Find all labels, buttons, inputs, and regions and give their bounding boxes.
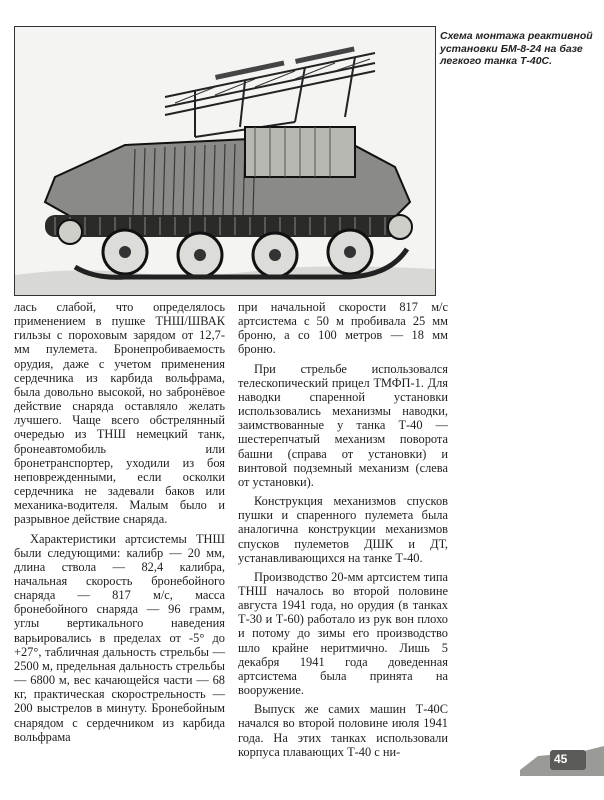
page-number: 45 <box>554 752 568 766</box>
paragraph: При стрельбе использовался телескопический прицел ТМФП-1. Для наводки спаренной установки использовались механизмы наводки, заимствованные у танка Т-40 — шестерепчатый механизм поворота башни (справа от установки) и винтовой подземный механизм (слева от установки). <box>238 361 448 489</box>
paragraph: при начальной скорости 817 м/с артсистема с 50 м пробивала 25 мм броню, а со 100 метров — 18 мм броню. <box>238 300 448 357</box>
bm-8-24-tank-drawing <box>15 27 435 295</box>
vehicle-illustration <box>14 26 436 296</box>
paragraph: Конструкция механизмов спусков пушки и спаренного пулемета была аналогична конструкции механизмов спусков пулеметов ДШК и ДТ, устанавливающихся на танке Т-40. <box>238 494 448 565</box>
paragraph: Характеристики артсистемы ТНШ были следующими: калибр — 20 мм, длина ствола — 82,4 калибра, начальная скорость бронебойного снаряда — 817 м/с, масса бронебойного снаряда — 96 грамм, углы вертикального наведения варьировались в пределах от -5° до +27°, табличная дальность стрельбы — 2500 м, предельная дальность стрельбы — 6800 м, вес качающейся части — 68 кг, практическая скорострельность — 200 выстрелов в минуту. Бронебойным снарядом с сердечником из карбида вольфрама <box>14 531 225 744</box>
paragraph: Производство 20-мм артсистем типа ТНШ началось во второй половине августа 1941 года, но орудия (в танках Т-30 и Т-60) работало из рук вон плохо и потому до зимы его производство шло крайне неритмично. Лишь 5 декабря 1941 года доведенная артсистема была принята на вооружение. <box>238 569 448 698</box>
right-text-column <box>238 300 448 764</box>
figure-caption: Схема монтажа реактивной установки БМ-8-24 на базе легкого танка Т-40С. <box>440 30 593 67</box>
paragraph: лась слабой, что определялось применением в пушке ТНШ/ШВАК гильзы с пороховым зарядом от 12,7-мм пулемета. Бронепробиваемость орудия, даже с учетом применения сердечника из карбида вольфрама, была довольно высокой, но забронёвое действие снаряда оставляло желать лучшего. Чаще всего обстрелянный очередью из ТНШ немецкий танк, бронеавтомобиль или бронетранспортер, уходили из боя неповрежденными, если осколки сердечника не задевали баков или механика-водителя. Малым было и разрывное действие снаряда. <box>14 300 225 527</box>
paragraph: Выпуск же самих машин Т-40С начался во второй половине июля 1941 года. На этих танках использовали корпуса плавающих Т-40 с ни- <box>238 702 448 759</box>
left-text-column <box>14 300 225 749</box>
